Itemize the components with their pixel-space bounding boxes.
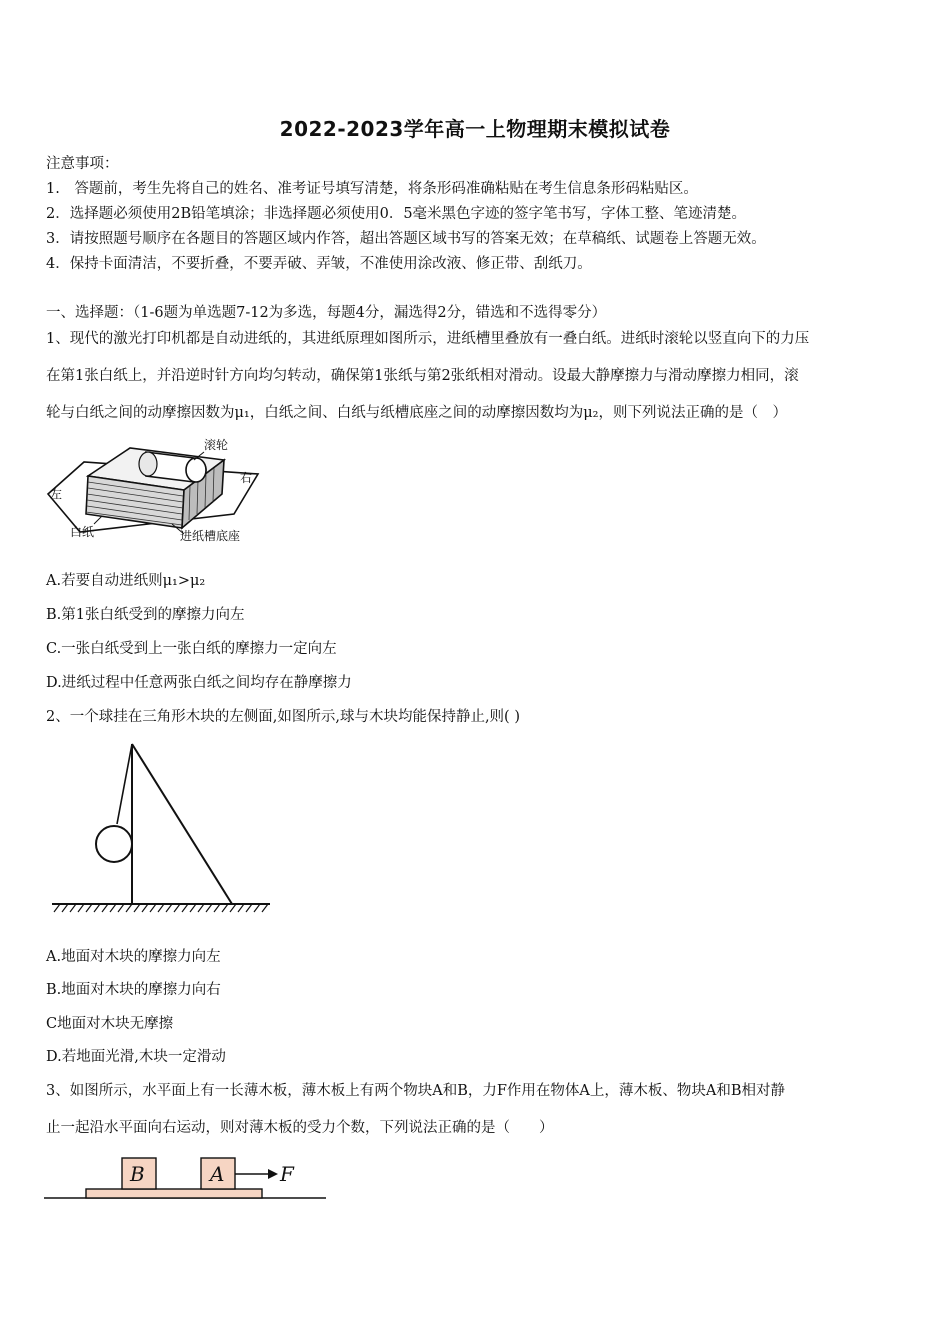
force-label: F <box>280 1162 294 1186</box>
q1-option-b: B.第1张白纸受到的摩擦力向左 <box>46 607 245 623</box>
q1-option-a: A.若要自动进纸则μ₁>μ₂ <box>46 573 206 589</box>
q1-printer-feed-figure <box>44 432 274 550</box>
notice-item-3: 3．请按照题号顺序在各题目的答题区域内作答，超出答题区域书写的答案无效；在草稿纸、试题卷上答题无效。 <box>46 231 766 247</box>
q2-option-a: A.地面对木块的摩擦力向左 <box>46 949 221 965</box>
q2-option-b: B.地面对木块的摩擦力向右 <box>46 982 221 998</box>
notice-heading: 注意事项： <box>46 156 119 172</box>
roller-end <box>186 458 206 482</box>
hanging-ball <box>96 826 132 862</box>
label-roller: 滚轮 <box>204 438 229 452</box>
q1-option-c: C.一张白纸受到上一张白纸的摩擦力一定向左 <box>46 641 337 657</box>
wedge-slanted-side <box>132 744 232 904</box>
label-paper: 白纸 <box>70 525 95 539</box>
label-left: 左 <box>50 487 63 501</box>
notice-item-2: 2．选择题必须使用2B铅笔填涂；非选择题必须使用0．5毫米黑色字迹的签字笔书写，字体工整、笔迹清楚。 <box>46 206 747 222</box>
q2-option-c: C地面对木块无摩擦 <box>46 1016 174 1032</box>
section-heading: 一、选择题：（1-6题为单选题7-12为多选，每题4分，漏选得2分，错选和不选得零分） <box>46 305 607 321</box>
q2-stem: 2、一个球挂在三角形木块的左侧面,如图所示,球与木块均能保持静止,则( ) <box>46 709 520 725</box>
q2-option-d: D.若地面光滑,木块一定滑动 <box>46 1049 226 1065</box>
q2-ball-wedge-figure <box>50 740 272 920</box>
q1-stem-line-1: 1、现代的激光打印机都是自动进纸的，其进纸原理如图所示，进纸槽里叠放有一叠白纸。进纸时滚轮以竖直向下的力压 <box>46 331 810 347</box>
label-tray-base: 进纸槽底座 <box>180 529 241 543</box>
force-arrow-head <box>268 1169 278 1179</box>
label-right: 右 <box>240 471 253 485</box>
page-title: 2022-2023学年高一上物理期末模拟试卷 <box>279 117 671 141</box>
q1-option-d: D.进纸过程中任意两张白纸之间均存在静摩擦力 <box>46 675 352 691</box>
hanging-string <box>117 744 132 824</box>
q1-stem-line-2: 在第1张白纸上，并沿逆时针方向均匀转动，确保第1张纸与第2张纸相对滑动。设最大静摩擦力与滑动摩擦力相同，滚 <box>46 368 799 384</box>
block-a-label: A <box>210 1162 225 1186</box>
q3-stem-line-2: 止一起沿水平面向右运动，则对薄木板的受力个数，下列说法正确的是（ ） <box>46 1120 554 1136</box>
thin-board <box>86 1189 262 1198</box>
notice-item-1: 1. 答题前，考生先将自己的姓名、准考证号填写清楚，将条形码准确粘贴在考生信息条形码粘贴区。 <box>46 181 698 197</box>
roller-left-end <box>139 452 157 476</box>
notice-item-4: 4．保持卡面清洁，不要折叠，不要弄破、弄皱，不准使用涂改液、修正带、刮纸刀。 <box>46 256 592 272</box>
q3-stem-line-1: 3、如图所示，水平面上有一长薄木板，薄木板上有两个物块A和B，力F作用在物体A上，薄木板、物块A和B相对静 <box>46 1083 786 1099</box>
q1-stem-line-3: 轮与白纸之间的动摩擦因数为μ₁，白纸之间、白纸与纸槽底座之间的动摩擦因数均为μ₂，则下列说法正确的是（ ） <box>46 405 787 421</box>
block-b-label: B <box>130 1162 145 1186</box>
q3-board-blocks-figure <box>44 1154 329 1204</box>
ground-hatching <box>54 904 268 912</box>
